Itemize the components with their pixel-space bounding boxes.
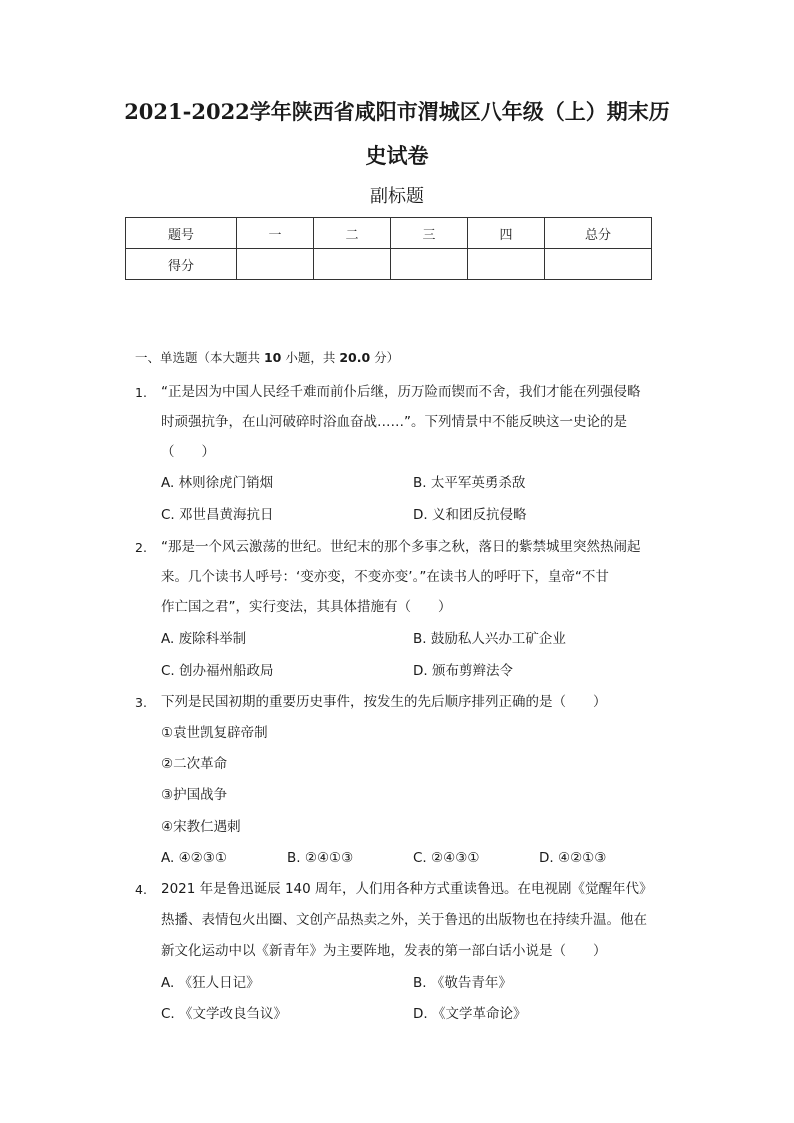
question-4-text: 新文化运动中以《新青年》为主要阵地，发表的第一部白话小说是（ ） <box>161 943 607 959</box>
exam-title-line-2: 史试卷 <box>365 143 429 168</box>
section-heading-prefix: 一、单选题（本大题共 <box>135 350 264 365</box>
question-3-item: ①袁世凯复辟帝制 <box>161 725 268 741</box>
section-total-score: 20.0 <box>339 350 371 365</box>
score-header-cell: 四 <box>468 218 545 249</box>
question-4-option-b[interactable]: B. 《敬告青年》 <box>413 975 512 991</box>
question-4-text: 热播、表情包火出圈、文创产品热卖之外，关于鲁迅的出版物也在持续升温。他在 <box>161 912 647 928</box>
score-header-cell: 二 <box>314 218 391 249</box>
score-cell[interactable] <box>314 249 391 280</box>
score-table <box>125 217 652 280</box>
question-3-item: ④宋教仁遇刺 <box>161 819 241 835</box>
question-3-item: ②二次革命 <box>161 756 228 772</box>
section-heading-suffix: 分） <box>370 350 400 365</box>
question-3-option-c[interactable]: C. ②④③① <box>413 850 480 866</box>
question-1-option-c[interactable]: C. 邓世昌黄海抗日 <box>161 507 274 523</box>
question-2-option-c[interactable]: C. 创办福州船政局 <box>161 663 274 679</box>
question-3-number: 3. <box>135 695 147 710</box>
question-3-option-a[interactable]: A. ④②③① <box>161 850 227 866</box>
exam-subtitle: 副标题 <box>370 186 424 207</box>
question-3-text: 下列是民国初期的重要历史事件，按发生的先后顺序排列正确的是（ ） <box>161 694 607 710</box>
question-2-option-d[interactable]: D. 颁布剪辫法令 <box>413 663 513 679</box>
question-1-text: 时顽强抗争，在山河破碎时浴血奋战……”。下列情景中不能反映这一史论的是 <box>161 414 627 430</box>
question-4-option-c[interactable]: C. 《文学改良刍议》 <box>161 1006 288 1022</box>
question-4-option-d[interactable]: D. 《文学革命论》 <box>413 1006 527 1022</box>
section-question-count: 10 <box>263 350 282 365</box>
question-2-text: “那是一个风云激荡的世纪。世纪末的那个多事之秋，落日的紫禁城里突然热闹起 <box>161 539 641 555</box>
section-heading-mid: 小题，共 <box>281 350 340 365</box>
question-1-option-a[interactable]: A. 林则徐虎门销烟 <box>161 475 274 491</box>
score-header-cell: 三 <box>391 218 468 249</box>
score-header-cell: 题号 <box>126 218 237 249</box>
score-table-score-row <box>126 249 652 280</box>
score-header-cell: 总分 <box>545 218 652 249</box>
question-2-option-b[interactable]: B. 鼓励私人兴办工矿企业 <box>413 631 566 647</box>
question-1-text: “正是因为中国人民经千难而前仆后继，历万险而锲而不舍，我们才能在列强侵略 <box>161 384 641 400</box>
question-4-number: 4. <box>135 882 147 897</box>
question-1-option-d[interactable]: D. 义和团反抗侵略 <box>413 507 527 523</box>
score-cell[interactable] <box>391 249 468 280</box>
question-2-option-a[interactable]: A. 废除科举制 <box>161 631 247 647</box>
question-3-option-d[interactable]: D. ④②①③ <box>539 850 607 866</box>
score-cell[interactable] <box>468 249 545 280</box>
question-4-text: 2021 年是鲁迅诞辰 140 周年，人们用各种方式重读鲁迅。在电视剧《觉醒年代》 <box>161 881 653 897</box>
score-header-cell: 一 <box>237 218 314 249</box>
section-heading <box>135 349 399 367</box>
question-3-option-b[interactable]: B. ②④①③ <box>287 850 354 866</box>
question-2-text: 作亡国之君”，实行变法，其具体措施有（ ） <box>161 599 452 615</box>
score-cell[interactable] <box>545 249 652 280</box>
question-3-item: ③护国战争 <box>161 787 228 803</box>
score-table-header-row <box>126 218 652 249</box>
exam-title-line-1: 2021-2022学年陕西省咸阳市渭城区八年级（上）期末历 <box>124 99 670 124</box>
score-row-label: 得分 <box>126 249 237 280</box>
question-1-text: （ ） <box>161 444 215 460</box>
question-1-number: 1. <box>135 385 147 400</box>
question-2-number: 2. <box>135 540 147 555</box>
question-2-text: 来。几个读书人呼号：‘变亦变，不变亦变’。”在读书人的呼吁下，皇帝“不甘 <box>161 569 609 585</box>
question-4-option-a[interactable]: A. 《狂人日记》 <box>161 975 260 991</box>
score-cell[interactable] <box>237 249 314 280</box>
question-1-option-b[interactable]: B. 太平军英勇杀敌 <box>413 475 526 491</box>
